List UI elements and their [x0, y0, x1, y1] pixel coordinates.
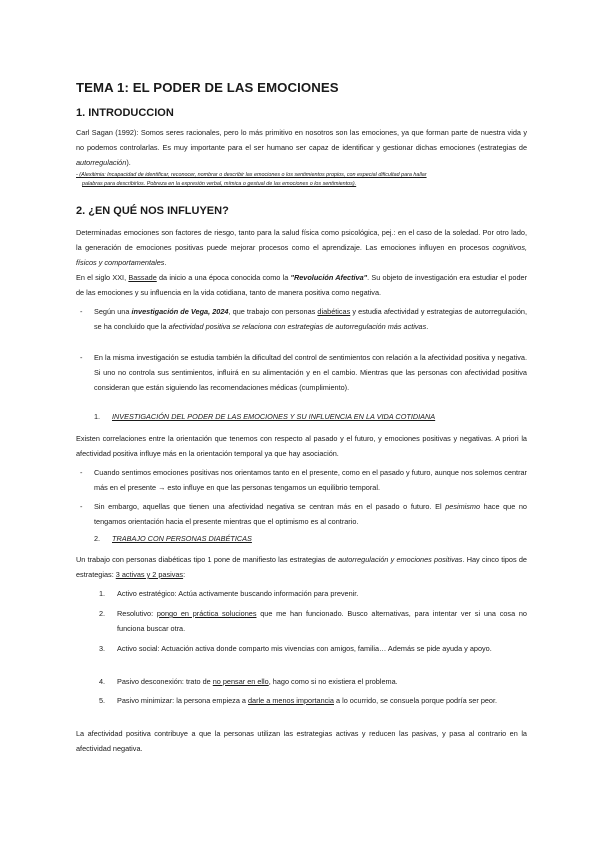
subsection-title-investigacion: INVESTIGACIÓN DEL PODER DE LAS EMOCIONES Y SU INFLUENCIA EN LA VIDA COTIDIANA: [112, 412, 436, 421]
alexitimia-note: - (Alexitimia: Incapacidad de identificar, reconocer, nombrar o describir las emociones o los sentimientos propios, con especial dificultad para hallar palabras para describirlos. Pobreza en la expresión verbal, mímica o gestual de las emociones o los sentimientos).: [76, 172, 427, 187]
bullet-vega: Según una investigación de Vega, 2024, que trabajo con personas diabéticas y estudia afectividad y estrategias de autorregulación, se ha concluido que la afectividad positiva se relaciona con estrategias de autorregulación más activas.: [94, 307, 527, 331]
bullet-dash: -: [80, 307, 83, 316]
intro-paragraph: Carl Sagan (1992): Somos seres racionales, pero lo más primitivo en nosotros son las emociones, ya que forman parte de nuestra vida y no podemos controlarlas. Es muy importante para el ser humano ser capaz de identificar y gestionar dichas emociones (estrategias de autorregulación).: [76, 128, 527, 167]
list-item-number: 5.: [99, 696, 106, 705]
list-item-number: 1.: [99, 589, 106, 598]
list-item: Activo social: Actuación activa donde comparto mis vivencias con amigos, familia… Además se pide ayuda y apoyo.: [117, 644, 492, 653]
influence-paragraph: Determinadas emociones son factores de riesgo, tanto para la salud física como psicológica, pej.: en el caso de la soledad. Por otro lado, la generación de emociones positivas puede mejorar procesos como el aprendizaje. Las emociones influyen en procesos cognitivos, físicos y comportamentales.: [76, 228, 527, 267]
list-item: Activo estratégico: Actúa activamente buscando información para prevenir.: [117, 589, 359, 598]
list-item-number: 4.: [99, 677, 106, 686]
subsection-number: 1.: [94, 412, 101, 421]
section-heading-influencia: 2. ¿EN QUÉ NOS INFLUYEN?: [76, 205, 229, 217]
page-title: TEMA 1: EL PODER DE LAS EMOCIONES: [76, 80, 339, 95]
bullet-afectividad-negativa: Sin embargo, aquellas que tienen una afectividad negativa se centran más en el pasado o futuro. El pesimismo hace que no tengamos orientación hacia el presente mientras que el optimismo es al contrario.: [94, 502, 527, 526]
section-heading-introduccion: 1. INTRODUCCION: [76, 107, 174, 119]
bullet-dash: -: [80, 502, 83, 511]
subsection-title-diabeticos: TRABAJO CON PERSONAS DIABÉTICAS: [112, 534, 252, 543]
revolution-paragraph: En el siglo XXI, Bassade da inicio a una época conocida como la "Revolución Afectiva". Su objeto de investigación era estudiar el poder de las emociones y su influencia en la vida cotidiana, tanto de manera positiva como negativa.: [76, 273, 527, 297]
subsection-number: 2.: [94, 534, 101, 543]
bullet-dash: -: [80, 353, 83, 362]
orientation-paragraph: Existen correlaciones entre la orientación que tenemos con respecto al pasado y el futuro, y emociones positivas y negativas. A priori la afectividad positiva influye más en la orientación temporal ya que hay asociación.: [76, 434, 527, 458]
list-item-number: 2.: [99, 609, 106, 618]
bullet-emociones-positivas: Cuando sentimos emociones positivas nos orientamos tanto en el presente, como en el pasado y futuro, aunque nos solemos centrar más en el presente → esto influye en que las personas tengamos un equilibrio temporal.: [94, 468, 527, 492]
strategies-intro-paragraph: Un trabajo con personas diabéticas tipo 1 pone de manifiesto las estrategias de autorregulación y emociones positivas. Hay cinco tipos de estrategias: 3 activas y 2 pasivas:: [76, 555, 527, 579]
list-item: Resolutivo: pongo en práctica soluciones que me han funcionado. Busco alternativas, para intentar ver si una cosa no funciona buscar otra.: [117, 609, 527, 633]
bullet-dash: -: [80, 468, 83, 477]
list-item-number: 3.: [99, 644, 106, 653]
list-item: Pasivo desconexión: trato de no pensar en ello, hago como si no existiera el problema.: [117, 677, 398, 686]
list-item: Pasivo minimizar: la persona empieza a darle a menos importancia a lo ocurrido, se consuela porque podría ser peor.: [117, 696, 498, 705]
arrow-icon: →: [158, 483, 166, 492]
conclusion-paragraph: La afectividad positiva contribuye a que la personas utilizan las estrategias activas y reducen las pasivas, y pasa al contrario en la afectividad negativa.: [76, 729, 527, 753]
bullet-control-sentimientos: En la misma investigación se estudia también la dificultad del control de sentimientos con relación a la afectividad positiva y negativa. Si uno no controla sus sentimientos, influirá en su alimentación y en el cambio. Mientras que las personas con afectividad positiva consideran que están siguiendo las recomendaciones médicas (cumplimiento).: [94, 353, 527, 392]
